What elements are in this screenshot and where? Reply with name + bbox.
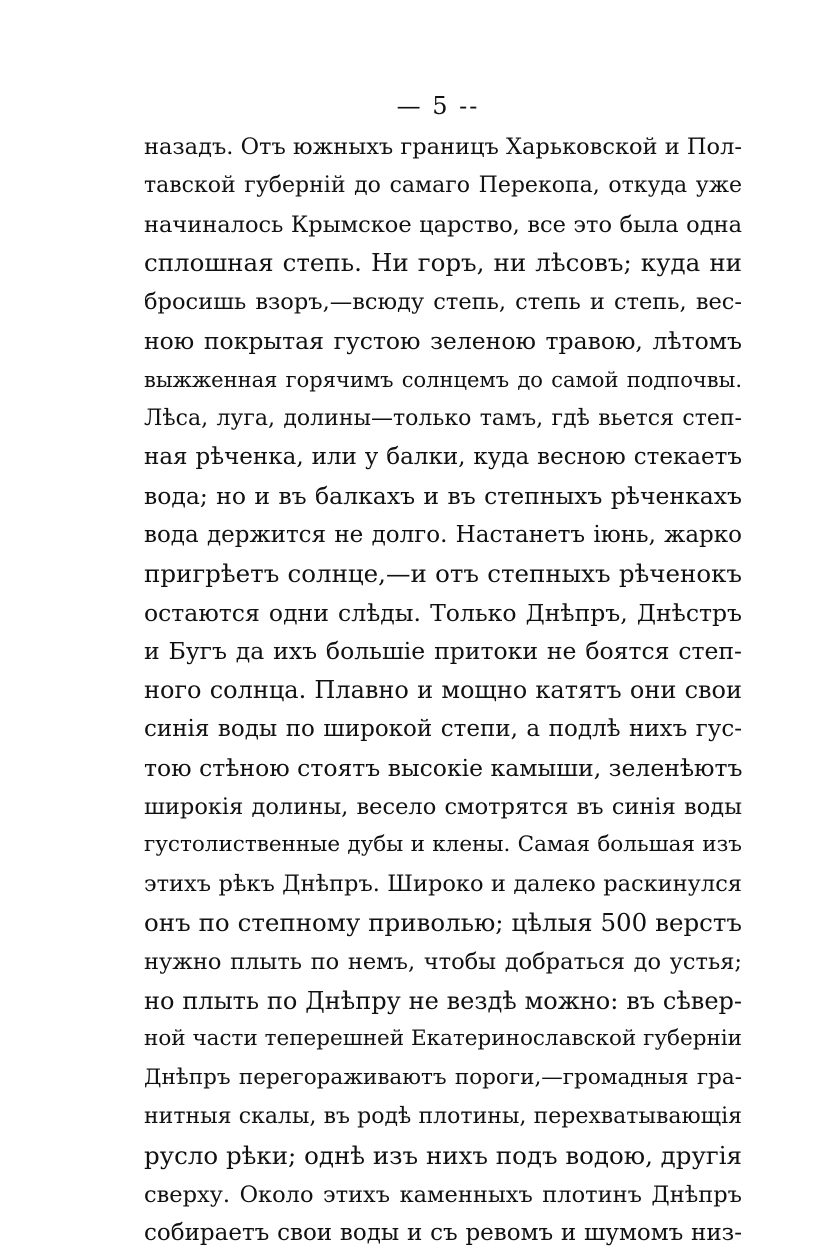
text-line: синія воды по широкой степи, а подлѣ нихъ гус- xyxy=(144,715,742,742)
text-line: Лѣса, луга, долины—только тамъ, гдѣ вьется степ- xyxy=(144,405,742,431)
text-line: этихъ рѣкъ Днѣпръ. Широко и далеко раскинулся xyxy=(144,871,742,898)
text-line: но плыть по Днѣпру не вездѣ можно: въ сѣвер- xyxy=(144,986,742,1015)
text-line: пригрѣетъ солнце,—и отъ степныхъ рѣченокъ xyxy=(144,558,742,588)
text-line: сплошная степь. Ни горъ, ни лѣсовъ; куда ни xyxy=(144,248,742,278)
body-text xyxy=(144,128,742,1253)
text-line: начиналось Крымское царство, все это была одна xyxy=(144,211,742,238)
page-number: — 5 -- xyxy=(396,92,480,120)
text-line: вода держится не долго. Настанетъ іюнь, жарко xyxy=(144,521,742,548)
text-line: остаются одни слѣды. Только Днѣпръ, Днѣстръ xyxy=(144,598,742,627)
text-line: широкія долины, весело смотрятся въ синія воды xyxy=(144,793,742,820)
text-line: и Бугъ да ихъ большіе притоки не боятся степ- xyxy=(144,637,742,666)
text-line: бросишь взоръ,—всюду степь, степь и степь, вес- xyxy=(144,289,742,316)
text-line: нужно плыть по немъ, чтобы добраться до устья; xyxy=(144,948,742,975)
text-line: тавской губерній до самаго Перекопа, откуда уже xyxy=(144,172,742,198)
text-line: ной части теперешней Екатеринославской губерніи xyxy=(144,1026,742,1052)
text-line: русло рѣки; однѣ изъ нихъ подъ водою, другія xyxy=(144,1140,742,1170)
text-line: назадъ. Отъ южныхъ границъ Харьковской и Пол- xyxy=(144,134,742,160)
text-line: выжженная горячимъ солнцемъ до самой подпочвы. xyxy=(144,367,742,392)
text-line: Днѣпръ перегораживаютъ пороги,—громадныя гра- xyxy=(144,1065,742,1091)
text-line: ною покрытая густою зеленою травою, лѣтомъ xyxy=(144,326,742,355)
text-line: густолиственные дубы и клены. Самая большая изъ xyxy=(144,832,742,858)
text-line: вода; но и въ балкахъ и въ степныхъ рѣченкахъ xyxy=(144,482,742,511)
text-line: тою стѣною стоятъ высокіе камыши, зеленѣютъ xyxy=(144,753,743,782)
text-line: онъ по степному приволью; цѣлыя 500 верстъ xyxy=(144,907,742,937)
text-line: ного солнца. Плавно и мощно катятъ они свои xyxy=(144,676,742,705)
text-line: собираетъ свои воды и съ ревомъ и шумомъ низ- xyxy=(144,1220,742,1247)
text-line: нитныя скалы, въ родѣ плотины, перехватывающія xyxy=(144,1103,742,1129)
text-line: ная рѣченка, или у балки, куда весною стекаетъ xyxy=(144,444,742,471)
text-line: сверху. Около этихъ каменныхъ плотинъ Днѣпръ xyxy=(144,1181,742,1208)
